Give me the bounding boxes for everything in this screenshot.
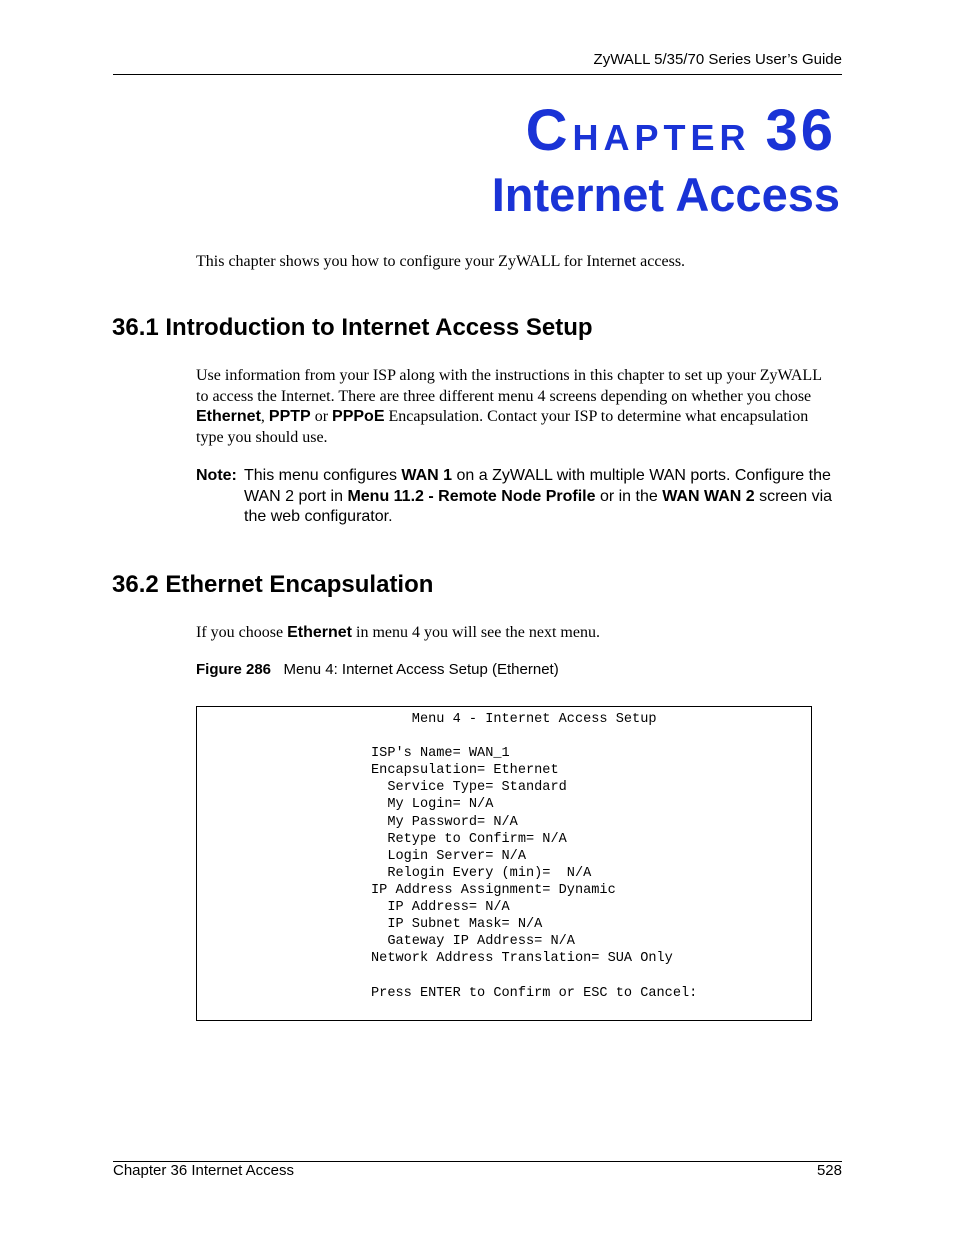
figure-caption-text: Menu 4: Internet Access Setup (Ethernet) (283, 661, 559, 678)
figure-number: Figure 286 (196, 661, 272, 678)
section1-text-a: Use information from your ISP along with the instructions in this chapter to set up your ZyWALL to access the Internet. There are three different menu 4 screens depending on whether you chose (196, 367, 822, 405)
pptp-term: PPTP (268, 408, 311, 425)
note-label: Note: (196, 467, 237, 484)
note-text-3: or in the (595, 487, 663, 505)
section1-text-b: Encapsulation. Contact your ISP to determine what encapsulation type you should use. (196, 408, 809, 446)
guide-title: ZyWALL 5/35/70 Series User’s Guide (593, 51, 842, 68)
ethernet-term: Ethernet (196, 408, 261, 425)
menu-line: Service Type= Standard (371, 780, 567, 796)
menu-line: Network Address Translation= SUA Only (371, 951, 673, 967)
section2-text-1: If you choose (196, 624, 288, 641)
chapter-title: Internet Access (491, 168, 840, 221)
menu-screen-box (196, 706, 812, 1021)
note-body (244, 466, 846, 528)
note-text-4: screen via the web configurator. (244, 487, 833, 525)
menu-line: My Password= N/A (371, 814, 518, 830)
note-wan1: WAN 1 (401, 467, 453, 484)
chapter-label (526, 96, 836, 173)
note-wan2-screen: WAN WAN 2 (662, 487, 755, 505)
menu-screen-text (371, 711, 697, 1002)
page-number: 528 (816, 1162, 842, 1179)
chapter-label-initial: C (525, 98, 573, 163)
menu-line: Press ENTER to Confirm or ESC to Cancel: (371, 985, 698, 1001)
menu-line: Menu 4 - Internet Access Setup (371, 712, 657, 727)
note-text-2: on a ZyWALL with multiple WAN ports. Configure the WAN 2 port in (244, 467, 831, 505)
header-rule (113, 74, 842, 75)
menu-line: IP Subnet Mask= N/A (371, 917, 543, 933)
menu-line: ISP's Name= WAN_1 (371, 746, 510, 762)
note-menu-ref: Menu 11.2 - Remote Node Profile (347, 487, 596, 505)
menu-line: Gateway IP Address= N/A (371, 934, 575, 950)
pppoe-term: PPPoE (332, 408, 385, 425)
menu-line: Encapsulation= Ethernet (371, 763, 559, 779)
section2-text-2: in menu 4 you will see the next menu. (352, 624, 600, 641)
section-heading-1: 36.1 Introduction to Internet Access Setup (112, 314, 593, 341)
chapter-label-rest: HAPTER (572, 117, 751, 158)
ethernet-term-2: Ethernet (287, 624, 352, 641)
menu-line: IP Address= N/A (371, 900, 510, 916)
section-heading-2: 36.2 Ethernet Encapsulation (112, 571, 434, 598)
section1-sep2: or (310, 408, 333, 425)
footer-chapter: Chapter 36 Internet Access (113, 1162, 294, 1179)
menu-line: Login Server= N/A (371, 848, 526, 864)
menu-line: Retype to Confirm= N/A (371, 831, 567, 847)
menu-line: Relogin Every (min)= N/A (371, 865, 592, 881)
intro-paragraph: This chapter shows you how to configure your ZyWALL for Internet access. (196, 253, 686, 270)
figure-caption (196, 661, 559, 678)
note-block (196, 466, 846, 528)
menu-line: IP Address Assignment= Dynamic (371, 882, 616, 898)
section2-paragraph (196, 623, 836, 644)
menu-line: My Login= N/A (371, 797, 494, 813)
section1-sep1: , (260, 408, 269, 425)
section1-paragraph (196, 366, 836, 448)
note-text-1: This menu configures (244, 467, 402, 484)
chapter-number: 36 (765, 98, 836, 163)
